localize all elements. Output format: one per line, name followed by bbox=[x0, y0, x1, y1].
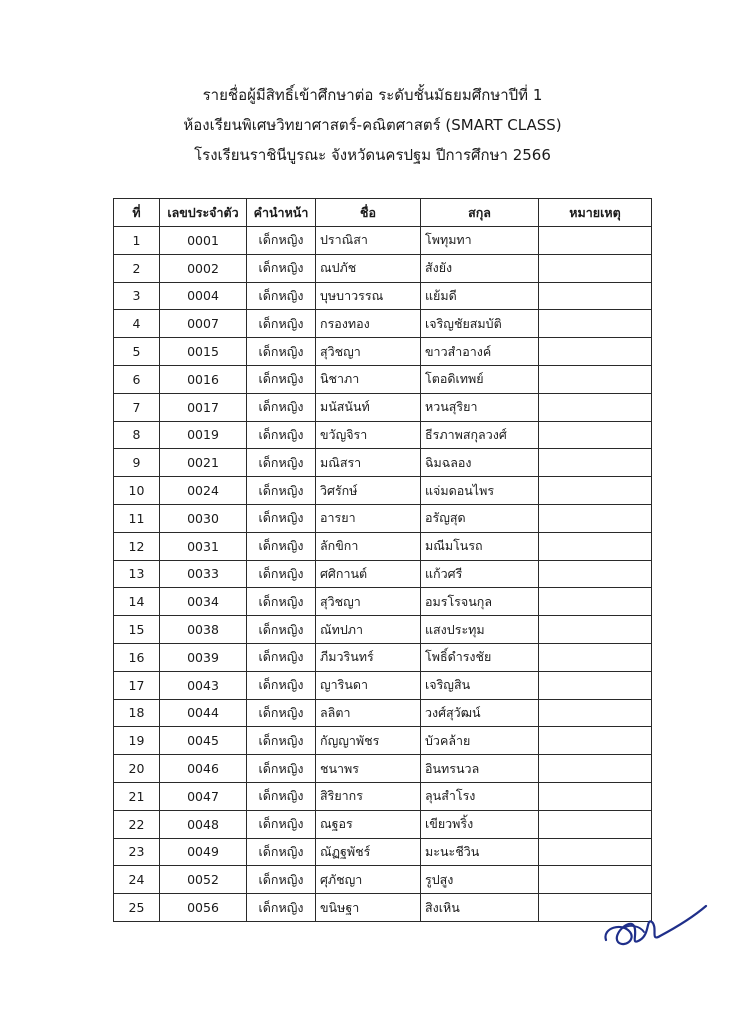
table-row bbox=[114, 254, 652, 282]
cell-last-name: โพทุมทา bbox=[421, 227, 539, 255]
table-row bbox=[114, 477, 652, 505]
table-row bbox=[114, 310, 652, 338]
cell-no: 6 bbox=[114, 365, 160, 393]
cell-note bbox=[539, 671, 652, 699]
cell-no: 12 bbox=[114, 532, 160, 560]
column-header-first-name: ชื่อ bbox=[316, 199, 421, 227]
cell-student-id: 0033 bbox=[160, 560, 247, 588]
cell-note bbox=[539, 421, 652, 449]
cell-last-name: ลุนสำโรง bbox=[421, 782, 539, 810]
cell-first-name: สุวิชญา bbox=[316, 588, 421, 616]
cell-title: เด็กหญิง bbox=[247, 449, 316, 477]
cell-student-id: 0002 bbox=[160, 254, 247, 282]
cell-student-id: 0017 bbox=[160, 393, 247, 421]
cell-note bbox=[539, 310, 652, 338]
cell-student-id: 0015 bbox=[160, 338, 247, 366]
cell-no: 19 bbox=[114, 727, 160, 755]
cell-student-id: 0031 bbox=[160, 532, 247, 560]
cell-student-id: 0034 bbox=[160, 588, 247, 616]
cell-note bbox=[539, 699, 652, 727]
cell-note bbox=[539, 588, 652, 616]
cell-no: 1 bbox=[114, 227, 160, 255]
cell-first-name: ภีมวรินทร์ bbox=[316, 643, 421, 671]
cell-no: 3 bbox=[114, 282, 160, 310]
table-row bbox=[114, 782, 652, 810]
cell-title: เด็กหญิง bbox=[247, 504, 316, 532]
cell-first-name: ณัทปภา bbox=[316, 616, 421, 644]
cell-note bbox=[539, 560, 652, 588]
cell-first-name: ณัฏฐพัชร์ bbox=[316, 838, 421, 866]
cell-no: 16 bbox=[114, 643, 160, 671]
cell-title: เด็กหญิง bbox=[247, 616, 316, 644]
cell-first-name: มนัสนันท์ bbox=[316, 393, 421, 421]
cell-student-id: 0043 bbox=[160, 671, 247, 699]
cell-title: เด็กหญิง bbox=[247, 699, 316, 727]
cell-first-name: สุวิชญา bbox=[316, 338, 421, 366]
table-row bbox=[114, 282, 652, 310]
cell-student-id: 0049 bbox=[160, 838, 247, 866]
cell-last-name: หวนสุริยา bbox=[421, 393, 539, 421]
cell-student-id: 0007 bbox=[160, 310, 247, 338]
cell-first-name: ศศิกานต์ bbox=[316, 560, 421, 588]
cell-student-id: 0016 bbox=[160, 365, 247, 393]
cell-note bbox=[539, 755, 652, 783]
table-row bbox=[114, 421, 652, 449]
table-row bbox=[114, 755, 652, 783]
cell-title: เด็กหญิง bbox=[247, 477, 316, 505]
cell-student-id: 0038 bbox=[160, 616, 247, 644]
cell-title: เด็กหญิง bbox=[247, 727, 316, 755]
cell-note bbox=[539, 810, 652, 838]
cell-last-name: เจริญสิน bbox=[421, 671, 539, 699]
table-row bbox=[114, 588, 652, 616]
cell-title: เด็กหญิง bbox=[247, 643, 316, 671]
cell-first-name: อารยา bbox=[316, 504, 421, 532]
cell-student-id: 0044 bbox=[160, 699, 247, 727]
cell-last-name: มณีมโนรถ bbox=[421, 532, 539, 560]
cell-no: 5 bbox=[114, 338, 160, 366]
cell-title: เด็กหญิง bbox=[247, 838, 316, 866]
cell-last-name: โตอดิเทพย์ bbox=[421, 365, 539, 393]
signature bbox=[600, 888, 710, 958]
table-header bbox=[114, 199, 652, 227]
cell-no: 14 bbox=[114, 588, 160, 616]
cell-no: 22 bbox=[114, 810, 160, 838]
cell-note bbox=[539, 532, 652, 560]
column-header-note: หมายเหตุ bbox=[539, 199, 652, 227]
cell-last-name: สังยัง bbox=[421, 254, 539, 282]
cell-first-name: วิศรักษ์ bbox=[316, 477, 421, 505]
table-row bbox=[114, 449, 652, 477]
cell-note bbox=[539, 504, 652, 532]
column-header-no: ที่ bbox=[114, 199, 160, 227]
cell-first-name: ปราณิสา bbox=[316, 227, 421, 255]
cell-last-name: แจ่มดอนไพร bbox=[421, 477, 539, 505]
cell-first-name: ญารินดา bbox=[316, 671, 421, 699]
cell-title: เด็กหญิง bbox=[247, 532, 316, 560]
cell-student-id: 0030 bbox=[160, 504, 247, 532]
cell-last-name: ธีรภาพสกุลวงศ์ bbox=[421, 421, 539, 449]
cell-student-id: 0024 bbox=[160, 477, 247, 505]
cell-first-name: สิริยากร bbox=[316, 782, 421, 810]
cell-title: เด็กหญิง bbox=[247, 282, 316, 310]
table-row bbox=[114, 810, 652, 838]
cell-title: เด็กหญิง bbox=[247, 365, 316, 393]
table-row bbox=[114, 671, 652, 699]
document-title: รายชื่อผู้มีสิทธิ์เข้าศึกษาต่อ ระดับชั้นมัธยมศึกษาปีที่ 1 bbox=[202, 86, 543, 104]
table-row bbox=[114, 894, 652, 922]
cell-first-name: ณฐอร bbox=[316, 810, 421, 838]
table-row bbox=[114, 560, 652, 588]
cell-no: 23 bbox=[114, 838, 160, 866]
table-row bbox=[114, 227, 652, 255]
cell-last-name: มะนะชีวิน bbox=[421, 838, 539, 866]
cell-note bbox=[539, 227, 652, 255]
cell-first-name: บุษบาวรรณ bbox=[316, 282, 421, 310]
cell-no: 11 bbox=[114, 504, 160, 532]
cell-first-name: กัญญาพัชร bbox=[316, 727, 421, 755]
cell-note bbox=[539, 727, 652, 755]
cell-first-name: ชนาพร bbox=[316, 755, 421, 783]
table-header-row bbox=[114, 199, 652, 227]
cell-last-name: ขาวสำอางค์ bbox=[421, 338, 539, 366]
cell-note bbox=[539, 365, 652, 393]
cell-first-name: ศุภัชญา bbox=[316, 866, 421, 894]
cell-no: 2 bbox=[114, 254, 160, 282]
cell-note bbox=[539, 449, 652, 477]
cell-no: 21 bbox=[114, 782, 160, 810]
table-row bbox=[114, 727, 652, 755]
cell-title: เด็กหญิง bbox=[247, 671, 316, 699]
student-roster-table bbox=[113, 198, 652, 922]
cell-no: 18 bbox=[114, 699, 160, 727]
cell-no: 17 bbox=[114, 671, 160, 699]
cell-last-name: เจริญชัยสมบัติ bbox=[421, 310, 539, 338]
cell-title: เด็กหญิง bbox=[247, 755, 316, 783]
cell-no: 13 bbox=[114, 560, 160, 588]
cell-first-name: กรองทอง bbox=[316, 310, 421, 338]
cell-title: เด็กหญิง bbox=[247, 782, 316, 810]
cell-student-id: 0056 bbox=[160, 894, 247, 922]
cell-title: เด็กหญิง bbox=[247, 866, 316, 894]
column-header-last-name: สกุล bbox=[421, 199, 539, 227]
cell-note bbox=[539, 282, 652, 310]
cell-title: เด็กหญิง bbox=[247, 227, 316, 255]
table-row bbox=[114, 338, 652, 366]
cell-no: 10 bbox=[114, 477, 160, 505]
cell-note bbox=[539, 838, 652, 866]
document-subtitle-school: โรงเรียนราชินีบูรณะ จังหวัดนครปฐม ปีการศึกษา 2566 bbox=[194, 146, 551, 164]
document-header bbox=[0, 80, 745, 170]
cell-last-name: โพธิ์ดำรงชัย bbox=[421, 643, 539, 671]
cell-last-name: ฉิมฉลอง bbox=[421, 449, 539, 477]
cell-title: เด็กหญิง bbox=[247, 560, 316, 588]
cell-last-name: อินทรนวล bbox=[421, 755, 539, 783]
cell-title: เด็กหญิง bbox=[247, 810, 316, 838]
cell-no: 8 bbox=[114, 421, 160, 449]
cell-title: เด็กหญิง bbox=[247, 338, 316, 366]
cell-last-name: อรัญสุด bbox=[421, 504, 539, 532]
cell-student-id: 0001 bbox=[160, 227, 247, 255]
cell-no: 9 bbox=[114, 449, 160, 477]
cell-last-name: เขียวพริ้ง bbox=[421, 810, 539, 838]
cell-no: 4 bbox=[114, 310, 160, 338]
cell-student-id: 0039 bbox=[160, 643, 247, 671]
cell-note bbox=[539, 643, 652, 671]
cell-student-id: 0021 bbox=[160, 449, 247, 477]
cell-title: เด็กหญิง bbox=[247, 310, 316, 338]
cell-title: เด็กหญิง bbox=[247, 421, 316, 449]
table-body bbox=[114, 227, 652, 922]
cell-student-id: 0046 bbox=[160, 755, 247, 783]
cell-title: เด็กหญิง bbox=[247, 393, 316, 421]
cell-student-id: 0004 bbox=[160, 282, 247, 310]
cell-no: 15 bbox=[114, 616, 160, 644]
column-header-id: เลขประจำตัว bbox=[160, 199, 247, 227]
table-row bbox=[114, 838, 652, 866]
cell-last-name: แก้วศรี bbox=[421, 560, 539, 588]
cell-no: 25 bbox=[114, 894, 160, 922]
cell-last-name: บัวคล้าย bbox=[421, 727, 539, 755]
cell-first-name: มณิสรา bbox=[316, 449, 421, 477]
table-row bbox=[114, 504, 652, 532]
table-row bbox=[114, 699, 652, 727]
cell-last-name: รูปสูง bbox=[421, 866, 539, 894]
cell-last-name: อมรโรจนกุล bbox=[421, 588, 539, 616]
table-row bbox=[114, 532, 652, 560]
cell-last-name: สิงเหิน bbox=[421, 894, 539, 922]
cell-student-id: 0019 bbox=[160, 421, 247, 449]
cell-note bbox=[539, 393, 652, 421]
cell-note bbox=[539, 477, 652, 505]
cell-student-id: 0047 bbox=[160, 782, 247, 810]
cell-title: เด็กหญิง bbox=[247, 894, 316, 922]
cell-note bbox=[539, 616, 652, 644]
cell-no: 7 bbox=[114, 393, 160, 421]
cell-first-name: ขวัญจิรา bbox=[316, 421, 421, 449]
cell-last-name: แย้มดี bbox=[421, 282, 539, 310]
table-row bbox=[114, 365, 652, 393]
cell-title: เด็กหญิง bbox=[247, 588, 316, 616]
cell-first-name: นิชาภา bbox=[316, 365, 421, 393]
cell-student-id: 0045 bbox=[160, 727, 247, 755]
table-row bbox=[114, 643, 652, 671]
table-row bbox=[114, 393, 652, 421]
cell-note bbox=[539, 338, 652, 366]
cell-last-name: วงศ์สุวัฒน์ bbox=[421, 699, 539, 727]
cell-note bbox=[539, 254, 652, 282]
cell-title: เด็กหญิง bbox=[247, 254, 316, 282]
cell-no: 24 bbox=[114, 866, 160, 894]
cell-no: 20 bbox=[114, 755, 160, 783]
column-header-title: คำนำหน้า bbox=[247, 199, 316, 227]
cell-first-name: ณปภัช bbox=[316, 254, 421, 282]
cell-first-name: ลักขิกา bbox=[316, 532, 421, 560]
table-row bbox=[114, 866, 652, 894]
cell-student-id: 0048 bbox=[160, 810, 247, 838]
cell-first-name: ลลิตา bbox=[316, 699, 421, 727]
cell-first-name: ขนิษฐา bbox=[316, 894, 421, 922]
table-row bbox=[114, 616, 652, 644]
cell-note bbox=[539, 782, 652, 810]
cell-student-id: 0052 bbox=[160, 866, 247, 894]
cell-last-name: แสงประทุม bbox=[421, 616, 539, 644]
document-subtitle-program: ห้องเรียนพิเศษวิทยาศาสตร์-คณิตศาสตร์ (SMART CLASS) bbox=[183, 116, 562, 134]
